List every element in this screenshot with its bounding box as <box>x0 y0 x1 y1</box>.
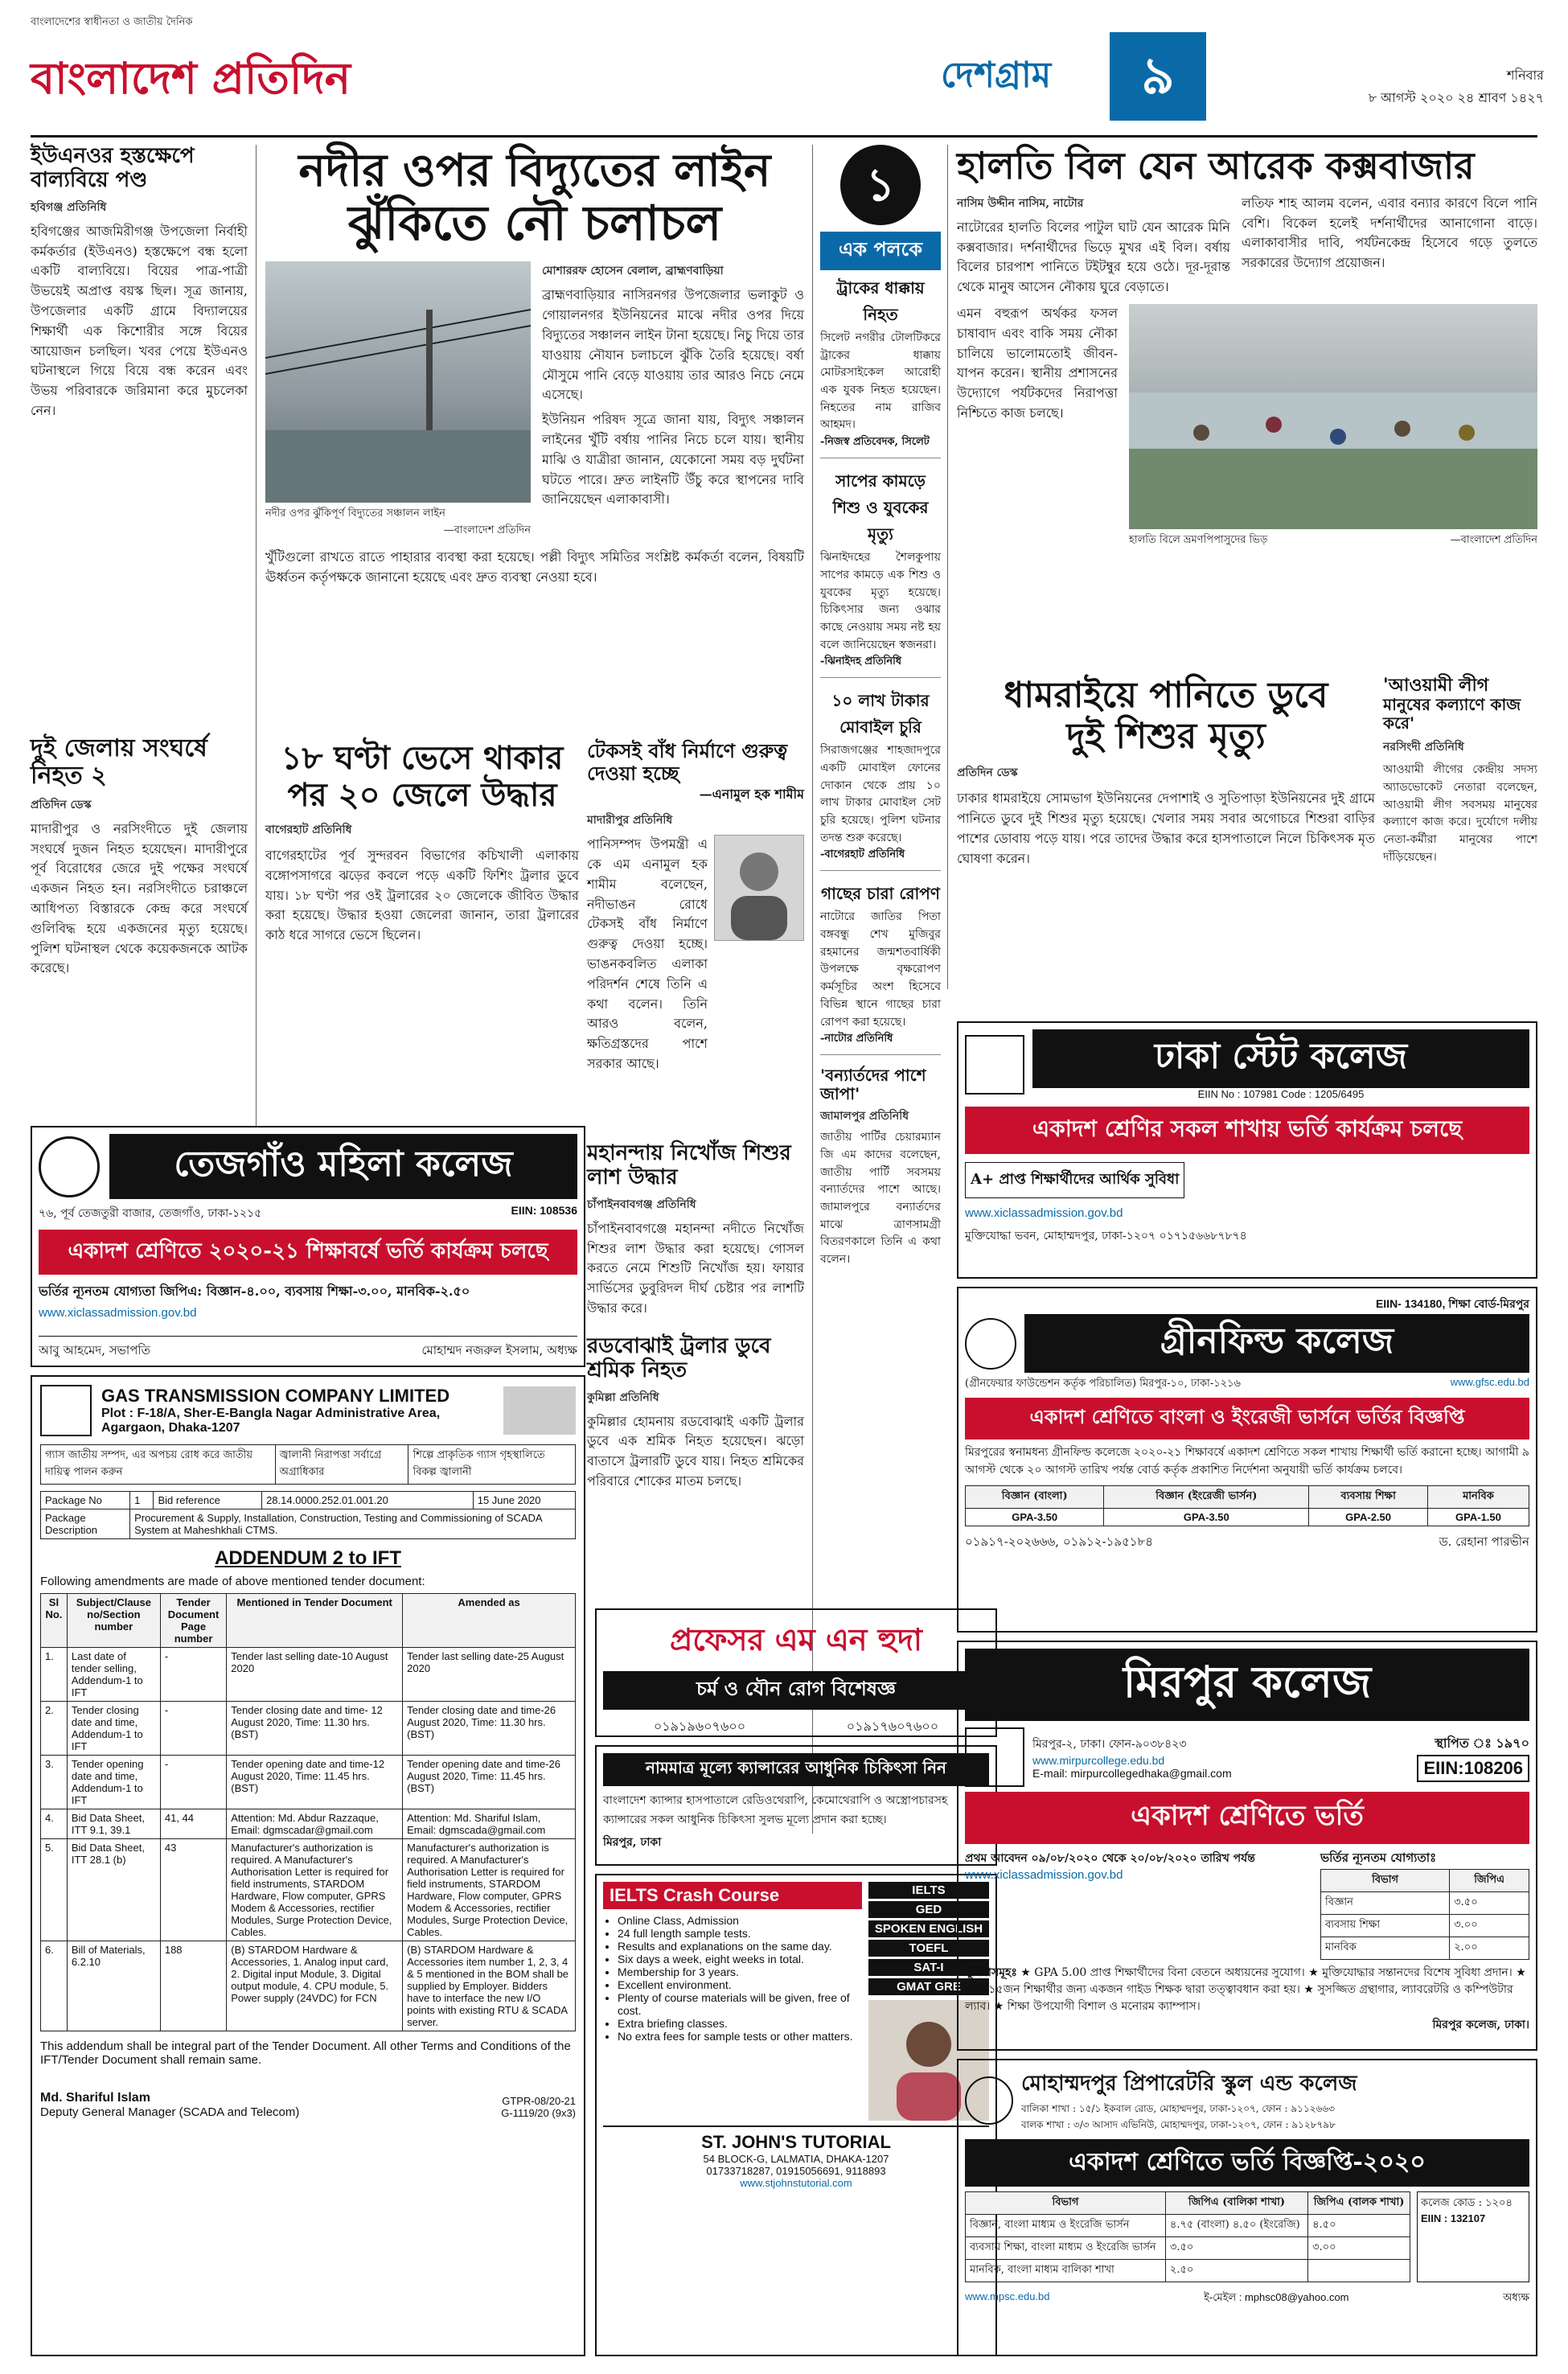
gpa-header-cell: মানবিক <box>1427 1486 1529 1509</box>
req-row <box>1321 1892 1529 1915</box>
req-cell: মানবিক <box>1321 1937 1450 1960</box>
cancer-body: বাংলাদেশ ক্যান্সার হাসপাতালে রেডিওথেরাপি, কেমোথেরাপি ও অস্ত্রোপচারসহ ক্যান্সারের সকল আধুনিক চিকিৎসা সুলভ মূল্যে প্রদান করা হচ্ছে। <box>603 1794 948 1826</box>
dsc-gpa-note: A+ প্রাপ্ত শিক্ষার্থীদের আর্থিক সুবিধা <box>965 1162 1184 1198</box>
tejgaon-signatory-left: আবু আহমেদ, সভাপতি <box>39 1343 150 1357</box>
column-divider <box>947 145 948 989</box>
polok-item-headline[interactable]: ১০ লাখ টাকার মোবাইল চুরি <box>831 691 930 737</box>
gpa-value-cell: GPA-3.50 <box>966 1509 1104 1526</box>
addendum-cell: Tender closing date and time-26 August 2020, Time: 11.30 hrs. (BST) <box>403 1702 576 1756</box>
caption-text: নদীর ওপর ঝুঁকিপূর্ণ বিদ্যুতের সঞ্চালন লাইন <box>265 507 445 520</box>
tejgaon-address: ৭৬, পূর্ব তেজতুরী বাজার, তেজগাঁও, ঢাকা-১২১৫ <box>39 1207 262 1220</box>
dyke-body: পানিসম্পদ উপমন্ত্রী এ কে এম এনামুল হক শামীম বলেছেন, নদীভাঙন রোধে টেকসই বাঁধ নির্মাণে গুরুত্ব দেওয়া হচ্ছে। ভাঙনকবলিত এলাকা পরিদর্শন শেষে তিনি এ কথা বলেন। তিনি আরও বলেন, ক্ষতিগ্রস্তদের পাশে সরকার আছে। <box>587 836 708 1071</box>
mirpur-sign: মিরপুর কলেজ, ঢাকা। <box>1432 2019 1529 2031</box>
ad-greenfield-college[interactable] <box>957 1287 1537 1633</box>
lead-body-right: ইউনিয়ন পরিষদ সূত্রে জানা যায়, বিদ্যুৎ সঞ্চালন লাইনের খুঁটি বর্ষায় পানির নিচে চলে যায়। স্থানীয় মাঝি ও যাত্রীরা জানান, যেকোনো সময় বড় দুর্ঘটনা ঘটতে পারে। দ্রুত লাইনটি উঁচু করে স্থাপনের দাবি জানিয়েছেন এলাকাবাসী। <box>542 412 804 507</box>
addendum-column-header: Sl No. <box>41 1594 68 1648</box>
dsc-footer <box>965 1226 1529 1246</box>
left-column <box>31 145 248 1150</box>
mpsc-row <box>966 2260 1410 2282</box>
addendum-row <box>41 1702 576 1756</box>
tejgaon-signatory-right: মোহাম্মদ নজরুল ইসলাম, অধ্যক্ষ <box>421 1343 577 1357</box>
req-cell: ২.০০ <box>1450 1937 1529 1960</box>
addendum-intro: Following amendments are made of above mentioned tender document: <box>40 1575 425 1588</box>
dsc-phone[interactable]: ০১৭১৫৬৬৮৭৮৭৪ <box>1159 1230 1247 1242</box>
header-divider <box>31 135 1537 138</box>
child-body: চাঁপাইনবাবগঞ্জে মহানন্দা নদীতে নিখোঁজ শিশুর লাশ উদ্ধার করা হয়েছে। গোসল করতে নেমে শিশুটি নিখোঁজ হয়। ফায়ার সার্ভিসের ডুবুরিদল দীর্ঘ চেষ্টার পর লাশটি উদ্ধার করে। <box>587 1220 804 1316</box>
column-divider <box>256 145 257 1126</box>
greenfield-eiin: EIIN- 134180, শিক্ষা বোর্ড-মিরপুর <box>1375 1297 1529 1310</box>
req-row <box>1321 1915 1529 1937</box>
al-headline-line1[interactable]: 'আওয়ামী লীগ <box>1383 675 1489 696</box>
addendum-cell: Tender closing date and time- 12 August 2020, Time: 11.30 hrs. (BST) <box>227 1702 403 1756</box>
al-headline-line2[interactable]: মানুষের কল্যাণে কাজ করে' <box>1383 695 1521 733</box>
ielts-phone[interactable]: 01733718287, 01915056691, 9118893 <box>706 2165 886 2177</box>
mpsc-address-1: বালিকা শাখা : ১৫/১ ইকবাল রোড, মোহাম্মদপুর, ঢাকা-১২০৭, ফোন : ৯১১২৬৬৩ <box>1021 2103 1335 2114</box>
logo-tagline: বাংলাদেশের স্বাধীনতা ও জাতীয় দৈনিক <box>31 16 193 28</box>
ielts-course: TOEFL <box>868 1940 989 1957</box>
tejgaon-requirement: ভর্তির ন্যূনতম যোগ্যতা জিপিএ: বিজ্ঞান-৪.০০, ব্যবসায় শিক্ষা-৩.০০, মানবিক-২.৫০ <box>39 1284 470 1299</box>
addendum-column-header: Amended as <box>403 1594 576 1648</box>
greenfield-body: মিরপুরের স্বনামধন্য গ্রীনফিল্ড কলেজে ২০২০-২১ শিক্ষাবর্ষে একাদশ শ্রেণিতে সকল শাখায় শিক্ষার্থী ভর্তি করানো হচ্ছে। আগামী ৯ আগস্ট থেকে ২০ আগস্ট তারিখ পর্যন্ত বোর্ড কর্তৃক প্রকাশিত নির্দেশনা অনুযায়ী ভর্তি কার্যক্রম চলবে। <box>965 1446 1529 1477</box>
signer-name: Md. Shariful Islam <box>40 2091 150 2105</box>
ad-cancer[interactable] <box>595 1745 997 1866</box>
header-date <box>1270 64 1544 113</box>
greenfield-website[interactable]: www.gfsc.edu.bd <box>1450 1376 1529 1388</box>
story-body: মাদারীপুর ও নরসিংদীতে দুই জেলায় সংঘর্ষে দুজন নিহত হয়েছেন। মাদারীপুরে পূর্ব বিরোধের জেরে দুই পক্ষের সংঘর্ষে একজন নিহত হন। নরসিংদীতে চরাঞ্চলে আধিপত্য বিস্তারকে কেন্দ্র করে সংঘর্ষে গুলিবিদ্ধ হয়ে একজনের মৃত্যু হয়েছে। পুলিশ ঘটনাস্থল থেকে কয়েকজনকে আটক করেছে। <box>31 820 248 976</box>
dyke-attribution: —এনামুল হক শামীম <box>699 787 804 803</box>
mirpur-established: স্থাপিত ঃ ১৯৭০ <box>1435 1735 1529 1751</box>
cancer-address: মিরপুর, ঢাকা <box>603 1836 662 1849</box>
mirpur-title: মিরপুর কলেজ <box>965 1649 1529 1721</box>
addendum-footer-note: This addendum shall be integral part of the Tender Document. All other Terms and Conditions of the IFT/Tender Document shall remain same. <box>40 2039 571 2067</box>
photo-credit: —বাংলাদেশ প্রতিদিন <box>1450 534 1537 547</box>
addendum-body <box>41 1648 576 2031</box>
mpsc-cell: মানবিক, বাংলা মাধ্যম বালিকা শাখা <box>966 2260 1166 2282</box>
mpsc-cell: ৩.০০ <box>1308 2237 1410 2260</box>
greenfield-contact[interactable]: ০১৯১৭-২০২৬৬৬, ০১৯১২-১৯৫১৮৪ <box>965 1534 1154 1550</box>
haltibil-body3: এমন বহুরূপ অর্থকর ফসল চাষাবাদ এবং বাকি সময় নৌকা চালিয়ে ভালোমতোই জীবন-যাপন করেন। স্থানীয় প্রশাসনের উদ্যোগে পর্যটকদের নিরাপত্তা নিশ্চিতে কাজ চলছে। <box>957 306 1118 421</box>
mirpur-logo-icon <box>965 1727 1024 1787</box>
professor-phone-2[interactable]: ০১৯১৭৬০৭৬০০ <box>846 1719 939 1734</box>
addendum-column-header: Subject/Clause no/Section number <box>67 1594 160 1648</box>
newspaper-logo[interactable]: বাংলাদেশ প্রতিদিন <box>31 52 351 104</box>
trawler-headline[interactable]: রডবোঝাই ট্রলার ডুবে শ্রমিক নিহত <box>587 1333 771 1382</box>
ad-gas-transmission[interactable] <box>31 1375 585 2356</box>
addendum-cell: Last date of tender selling, Addendum-1 to IFT <box>67 1648 160 1702</box>
addendum-cell: Tender opening date and time-12 August 2020, Time: 11.45 hrs. (BST) <box>227 1756 403 1809</box>
mpsc-cell: ২.৫০ <box>1165 2260 1307 2282</box>
mirpur-apply-site[interactable]: www.xiclassadmission.gov.bd <box>965 1868 1123 1882</box>
professor-title: প্রফেসর এম এন হুদা <box>670 1621 922 1657</box>
dsc-eiin: EIIN No : 107981 Code : 1205/6495 <box>1197 1088 1365 1100</box>
addendum-cell: 41, 44 <box>160 1809 226 1839</box>
photo-credit: —বাংলাদেশ প্রতিদিন <box>443 524 531 537</box>
req-cell: ৩.৫০ <box>1450 1892 1529 1915</box>
addendum-table <box>40 1593 576 2031</box>
haltibil-byline: নাসিম উদ্দীন নাসিম, নাটোর <box>957 196 1084 210</box>
mpsc-eiin: EIIN : 132107 <box>1421 2212 1486 2224</box>
lead-byline: মোশাররফ হোসেন বেলাল, ব্রাহ্মণবাড়িয়া <box>542 265 724 278</box>
ek-polok-column <box>820 145 941 1817</box>
addendum-cell: Tender last selling date-10 August 2020 <box>227 1648 403 1702</box>
ek-polok-symbol: ১ <box>840 145 921 225</box>
polok-item-body: সিরাজগঞ্জের শাহজাদপুরে একটি মোবাইল ফোনের দোকান থেকে প্রায় ১০ লাখ টাকার মোবাইল সেট চুরি হয়েছে। পুলিশ ঘটনার তদন্ত শুরু করেছে। <box>820 744 941 844</box>
dsc-title: ঢাকা স্টেট কলেজ <box>1032 1029 1529 1088</box>
portrait-icon <box>503 1386 576 1435</box>
lead-story <box>265 145 804 740</box>
gpa-value-cell: GPA-1.50 <box>1427 1509 1529 1526</box>
mpsc-row <box>966 2215 1410 2237</box>
gas-ref-1: GTPR-08/20-21 <box>502 2095 576 2107</box>
addendum-cell: Bid Data Sheet, ITT 28.1 (b) <box>67 1839 160 1941</box>
gas-ref-2: G-1119/20 (9x3) <box>501 2107 576 2119</box>
addendum-cell: 2. <box>41 1702 68 1756</box>
college-crest-icon <box>39 1136 100 1197</box>
polok-item <box>820 882 941 1055</box>
lead-headline-line2[interactable]: ঝুঁকিতে নৌ চলাচল <box>347 195 722 253</box>
addendum-cell: Tender opening date and time-26 August 2020, Time: 11.45 hrs. (BST) <box>403 1756 576 1809</box>
caption-text: হালতি বিলে ভ্রমণপিপাসুদের ভিড় <box>1129 534 1268 547</box>
bid-date: 15 June 2020 <box>473 1492 575 1509</box>
portrait-photo <box>714 835 804 941</box>
page-number-badge: ৯ <box>1110 32 1206 121</box>
professor-phone-1[interactable]: ০১৯১৯৬০৭৬০০ <box>653 1719 746 1734</box>
header-date-text: ৮ আগস্ট ২০২০ ২৪ শ্রাবণ ১৪২৭ <box>1368 90 1544 105</box>
gas-company: GAS TRANSMISSION COMPANY LIMITED <box>101 1386 450 1406</box>
polok-item-headline[interactable]: সাপের কামড়ে শিশু ও যুবকের মৃত্যু <box>832 471 929 544</box>
mpsc-code: কলেজ কোড : ১২০৪ <box>1421 2197 1513 2209</box>
ad-dhaka-state-college[interactable] <box>957 1021 1537 1279</box>
mirpur-website[interactable]: www.mirpurcollege.edu.bd <box>1032 1754 1165 1767</box>
addendum-row <box>41 1839 576 1941</box>
dhamrai-byline: প্রতিদিন ডেস্ক <box>957 766 1018 780</box>
ielts-title: IELTS Crash Course <box>603 1882 862 1909</box>
ad-professor[interactable] <box>595 1608 997 1737</box>
haltibil-caption <box>1129 532 1537 549</box>
person-icon <box>715 836 803 940</box>
haltibil-photo <box>1129 304 1537 529</box>
addendum-cell: - <box>160 1702 226 1756</box>
lead-photo-caption <box>265 506 531 537</box>
mpsc-header-cell: জিপিএ (বালক শাখা) <box>1308 2192 1410 2215</box>
fishermen-body: বাগেরহাটের পূর্ব সুন্দরবন বিভাগের কচিখালী এলাকায় বঙ্গোপসাগরে ঝড়ের কবলে পড়ে একটি ফিশিং ট্রলার ডুবে যায়। ১৮ ঘণ্টা পর ওই ট্রলারের ২০ জেলেকে জীবিত উদ্ধার করা হয়েছে। উদ্ধার হওয়া জেলেরা জানান, তারা ট্রলারের কাঠ ধরে সাগরে ভেসে ছিলেন। <box>265 848 579 943</box>
ielts-point: • Online Class, Admission <box>618 1914 862 1927</box>
addendum-cell: Attention: Md. Shariful Islam, Email: dgmscada@gmail.com <box>403 1809 576 1839</box>
flood-byline: জামালপুর প্রতিনিধি <box>820 1110 909 1123</box>
addendum-cell: (B) STARDOM Hardware & Accessories, 1. Analog input card, 2. Digital input Module, 3. Digital output module, 4. CPU module, 5. Power supply (24VDC) for FCN <box>227 1941 403 2031</box>
ielts-point: • Six days a week, eight weeks in total. <box>618 1953 862 1965</box>
lead-body-left: ব্রাহ্মণবাড়িয়ার নাসিরনগর উপজেলার ভলাকুট ও গোয়ালনগর ইউনিয়নের মাঝে নদীর ওপর দিয়ে বিদ্যুতের সঞ্চালন লাইন টানা হয়েছে। নিচু দিয়ে তার যাওয়ায় নৌযান চলাচলে ঝুঁকি তৈরি হয়েছে। বর্ষা মৌসুমে পানি বেড়ে যাওয়ায় তার আরও নিচে নেমে এসেছে। <box>542 287 804 403</box>
professor-subtitle: চর্ম ও যৌন রোগ বিশেষজ্ঞ <box>603 1671 989 1710</box>
greenfield-title: গ্রীনফিল্ড কলেজ <box>1024 1314 1529 1373</box>
addendum-cell: Bid Data Sheet, ITT 9.1, 39.1 <box>67 1809 160 1839</box>
addendum-cell: 43 <box>160 1839 226 1941</box>
polok-item-byline: -নিজস্ব প্রতিবেদক, সিলেট <box>820 436 930 449</box>
mpsc-cell: ৪.৭৫ (বাংলা) ৪.৫০ (ইংরেজি) <box>1165 2215 1307 2237</box>
addendum-row <box>41 1756 576 1809</box>
polok-item <box>820 470 941 678</box>
mpsc-principal: অধ্যক্ষ <box>1503 2292 1529 2304</box>
mirpur-banner: একাদশ শ্রেণিতে ভর্তি <box>965 1792 1529 1844</box>
lead-photo <box>265 261 531 503</box>
gpa-value-cell: GPA-3.50 <box>1104 1509 1309 1526</box>
addendum-cell: Manufacturer's authorization is required. A Manufacturer's Authorisation Letter is required for field instruments, STARDOM Hardware, Flow computer, GPRS Modem & Accessories, rectifier Modules, Surge Protection Device, Cables. <box>403 1839 576 1941</box>
req-cell: ব্যবসায় শিক্ষা <box>1321 1915 1450 1937</box>
fishermen-headline-line1[interactable]: ১৮ ঘণ্টা ভেসে থাকার <box>281 739 564 777</box>
crowd-illustration <box>1129 304 1537 529</box>
ad-mohammadpur-preparatory[interactable] <box>957 2059 1537 2356</box>
trawler-body: কুমিল্লার হোমনায় রডবোঝাই একটি ট্রলার ডুবে এক শ্রমিক নিহত হয়েছেন। ঝড়ো বাতাসে ট্রলারটি ডুবে যায়। নিহত শ্রমিকের পরিবারে শোকের মাতম চলছে। <box>587 1413 804 1489</box>
dsc-banner: একাদশ শ্রেণির সকল শাখায় ভর্তি কার্যক্রম চলছে <box>965 1107 1529 1154</box>
gas-address: Plot : F-18/A, Sher-E-Bangla Nagar Administrative Area, Agargaon, Dhaka-1207 <box>101 1407 441 1435</box>
addendum-cell: 5. <box>41 1839 68 1941</box>
mirpur-facility-list: ★ GPA 5.00 প্রাপ্ত শিক্ষার্থীদের বিনা বেতনে অধ্যয়নের সুযোগ। ★ মুক্তিযোদ্ধার সন্তানদের বিশেষ সুবিধা প্রদান। ★ প্রতি ১৫জন শিক্ষার্থীর জন্য একজন গাইড শিক্ষক দ্বারা তত্ত্বাবধান করা হয়। ★ সুসজ্জিত গ্রন্থাগার, ল্যাবরেটরি ও কম্পিউটার ল্যাব। ★ শিক্ষা উপযোগী বিশাল ও মনোরম ক্যাম্পাস। <box>965 1966 1526 2013</box>
dsc-website[interactable]: www.xiclassadmission.gov.bd <box>965 1206 1123 1220</box>
mirpur-email[interactable]: E-mail: mirpurcollegedhaka@gmail.com <box>1032 1767 1232 1780</box>
addendum-header-row <box>41 1594 576 1648</box>
child-headline[interactable]: মহানন্দায় নিখোঁজ শিশুর লাশ উদ্ধার <box>587 1141 791 1189</box>
mirpur-eiin: EIIN:108206 <box>1417 1755 1529 1782</box>
gpa-value-cell: GPA-2.50 <box>1309 1509 1428 1526</box>
package-label: Package No <box>41 1492 130 1509</box>
addendum-cell: 1. <box>41 1648 68 1702</box>
polok-item <box>820 277 941 458</box>
mpsc-header-cell: বিভাগ <box>966 2192 1166 2215</box>
bid-ref-label: Bid reference <box>154 1492 262 1509</box>
mpsc-cell: ৩.৫০ <box>1165 2237 1307 2260</box>
addendum-title: ADDENDUM 2 to IFT <box>215 1547 401 1569</box>
dyke-headline[interactable]: টেকসই বাঁধ নির্মাণে গুরুত্ব দেওয়া হচ্ছে <box>587 739 788 785</box>
mirpur-address: মিরপুর-২, ঢাকা। ফোন-৯০৩৮৪২৩ <box>1032 1738 1187 1751</box>
req-cell: ৩.০০ <box>1450 1915 1529 1937</box>
signer-title: Deputy General Manager (SCADA and Telecom) <box>40 2105 300 2119</box>
ielts-point: • Membership for 3 years. <box>618 1965 862 1978</box>
req-body <box>1321 1892 1529 1960</box>
req-header-row <box>1321 1870 1529 1892</box>
gpa-header-row <box>966 1486 1529 1509</box>
lead-headline-line1[interactable]: নদীর ওপর বিদ্যুতের লাইন <box>298 144 771 197</box>
desc-label: Package Description <box>41 1509 130 1539</box>
power-line-illustration <box>265 261 531 503</box>
mpsc-email[interactable]: ই-মেইল : mphsc08@yahoo.com <box>1204 2291 1349 2303</box>
gpa-value-row <box>966 1509 1529 1526</box>
mirpur-facility-label: সুবিধাসমূহঃ <box>965 1966 1017 1979</box>
polok-item-byline: -নাটোর প্রতিনিধি <box>820 1033 893 1045</box>
addendum-row <box>41 1809 576 1839</box>
addendum-cell: Tender opening date and time, Addendum-1 to IFT <box>67 1756 160 1809</box>
package-description: Procurement & Supply, Installation, Construction, Testing and Commissioning of SCADA System at Maheshkhali CTMS. <box>130 1509 576 1539</box>
story-dyke <box>587 740 804 1126</box>
ielts-course: SAT-I <box>868 1959 989 1976</box>
tejgaon-website[interactable]: www.xiclassadmission.gov.bd <box>39 1306 197 1320</box>
ielts-course: SPOKEN ENGLISH <box>868 1920 989 1937</box>
story-al <box>1383 676 1537 1013</box>
mpsc-header-cell: জিপিএ (বালিকা শাখা) <box>1165 2192 1307 2215</box>
polok-item-headline[interactable]: ট্রাকের ধাক্কায় নিহত <box>836 278 925 324</box>
mpsc-banner: একাদশ শ্রেণিতে ভর্তি বিজ্ঞপ্তি-২০২০ <box>965 2139 1529 2187</box>
mpsc-gpa-table <box>965 2191 1410 2282</box>
mpsc-cell: বিজ্ঞান, বাংলা মাধ্যম ও ইংরেজি ভার্সন <box>966 2215 1166 2237</box>
addendum-cell: Manufacturer's authorization is required. A Manufacturer's Authorisation Letter is required for field instruments, STARDOM Hardware, Flow computer, GPRS Modem & Accessories, rectifier Modules, Surge Protection Device, Cables. <box>227 1839 403 1941</box>
mpsc-logo-icon <box>965 2076 1013 2125</box>
gas-slogans <box>40 1444 576 1485</box>
haltibil-body2: লতিফ শাহ আলম বলেন, এবার বন্যার কারণে বিলে পানি বেশি। বিকেল হলেই দর্শনার্থীদের আনাগোনা বাড়ে। এলাকাবাসীর দাবি, পর্যটনকেন্দ্র হিসেবে গড়ে তুলতে সরকারের উদ্যোগ প্রয়োজন। <box>1242 195 1537 271</box>
child-byline: চাঁপাইনবাবগঞ্জ প্রতিনিধি <box>587 1197 696 1211</box>
mpsc-website[interactable]: www.mpsc.edu.bd <box>965 2290 1050 2302</box>
story-dhamrai <box>957 676 1375 1013</box>
dhamrai-body: ঢাকার ধামরাইয়ে সোমভাগ ইউনিয়নের দেপাশাই ও সুতিপাড়া ইউনিয়নের দুই গ্রামে পানিতে ডুবে দুই শিশুর মৃত্যু হয়েছে। খেলার সময় সবার অগোচরে শিশুরা বাড়ির পাশের ডোবায় পড়ে যায়। পরে তাদের উদ্ধার করে হাসপাতালে নিলে চিকিৎসক মৃত ঘোষণা করেন। <box>957 791 1375 866</box>
ielts-point: • Plenty of course materials will be given, free of cost. <box>618 1991 862 2017</box>
ek-polok-items <box>820 277 941 1055</box>
req-header-cell: জিপিএ <box>1450 1870 1529 1892</box>
gpa-header-cell: বিজ্ঞান (বাংলা) <box>966 1486 1104 1509</box>
polok-item-byline: -ঝিনাইদহ প্রতিনিধি <box>820 655 902 668</box>
story-child-trawler <box>587 1142 804 1592</box>
flood-headline[interactable]: 'বন্যার্তদের পাশে জাপা' <box>820 1066 926 1104</box>
ielts-web[interactable]: www.stjohnstutorial.com <box>740 2177 852 2189</box>
tejgaon-eiin: EIIN: 108536 <box>511 1204 577 1217</box>
column-divider <box>812 145 813 1834</box>
mpsc-cell <box>1308 2260 1410 2282</box>
addendum-row <box>41 1941 576 2031</box>
mpsc-header-row <box>966 2192 1410 2215</box>
story-haltibil <box>957 145 1537 676</box>
story-body: হবিগঞ্জের আজমিরীগঞ্জ উপজেলা নির্বাহী কর্মকর্তার (ইউএনও) হস্তক্ষেপে বন্ধ হলো একটি বাল্যবিয়ে। বিয়ের পাত্র-পাত্রী উভয়েই অপ্রাপ্ত বয়স্ক ছিল। সূত্র জানায়, উপজেলার একটি গ্রামে বিদ্যালয়ের শিক্ষার্থী এক কিশোরীর সঙ্গে বিয়ের আয়োজন চলছিল। খবর পেয়ে ইউএনও ঘটনাস্থলে গিয়ে বিয়ে বন্ধ করেন এবং উভয় পরিবারকে জরিমানা করে মুচলেকা নেন। <box>31 223 248 418</box>
story-fishermen <box>265 740 579 1126</box>
spacer <box>31 421 248 727</box>
dhamrai-headline-line1[interactable]: ধামরাইয়ে পানিতে ডুবে <box>1004 675 1328 716</box>
ielts-point: • Extra briefing classes. <box>618 2017 862 2030</box>
addendum-column-header: Tender Document Page number <box>160 1594 226 1648</box>
mirpur-facilities <box>965 1965 1529 2015</box>
addendum-cell: Tender closing date and time, Addendum-1 to IFT <box>67 1702 160 1756</box>
gas-slogan-1: গ্যাস জাতীয় সম্পদ, এর অপচয় রোধ করে জাতীয় দায়িত্ব পালন করুন <box>41 1445 276 1485</box>
polok-item-byline: -বাগেরহাট প্রতিনিধি <box>820 848 905 861</box>
mpsc-row <box>966 2237 1410 2260</box>
bid-ref: 28.14.0000.252.01.001.20 <box>262 1492 474 1509</box>
polok-item-body: ঝিনাইদহের শৈলকুপায় সাপের কামড়ে এক শিশু ও যুবকের মৃত্যু হয়েছে। চিকিৎসার জন্য ওঝার কাছে নেওয়ায় সময় নষ্ট হয় বলে জানিয়েছেন স্বজনরা। <box>820 551 941 651</box>
header-day: শনিবার <box>1507 68 1544 83</box>
al-body: আওয়ামী লীগের কেন্দ্রীয় সদস্য অ্যাডভোকেট নেতারা বলেছেন, আওয়ামী লীগ সবসময় মানুষের কল্যাণে কাজ করে। দুর্যোগে দলীয় নেতা-কর্মীরা মানুষের পাশে দাঁড়িয়েছেন। <box>1383 763 1537 864</box>
greenfield-principal: ড. রেহানা পারভীন <box>1439 1534 1529 1550</box>
flood-body: জাতীয় পার্টির চেয়ারম্যান জি এম কাদের বলেছেন, জাতীয় পার্টি সবসময় বন্যার্তদের পাশে আছে। জামালপুরে বন্যার্তদের মাঝে ত্রাণসামগ্রী বিতরণকালে তিনি এ কথা বলেন। <box>820 1131 941 1266</box>
ielts-point: • 24 full length sample tests. <box>618 1927 862 1940</box>
ielts-course: GED <box>868 1901 989 1918</box>
fishermen-headline-line2[interactable]: পর ২০ জেলে উদ্ধার <box>287 776 557 814</box>
polok-item-body: সিলেট নগরীর টোলটিকরে ট্রাকের ধাক্কায় মোটরসাইকেল আরোহী এক যুবক নিহত হয়েছেন। নিহতের নাম রাজিব আহমদ। <box>820 331 941 432</box>
al-byline: নরসিংদী প্রতিনিধি <box>1383 741 1464 754</box>
gas-package-info <box>40 1491 576 1539</box>
ielts-institute: ST. JOHN'S TUTORIAL <box>701 2132 891 2152</box>
trawler-byline: কুমিল্লা প্রতিনিধি <box>587 1390 659 1404</box>
mirpur-apply-note: প্রথম আবেদন ০৯/০৮/২০২০ থেকে ২০/০৮/২০২০ তারিখ পর্যন্ত <box>965 1852 1255 1865</box>
masthead <box>31 14 449 135</box>
section-title: দেশগ্রাম <box>941 55 1052 96</box>
ek-polok-title: এক পলকে <box>820 232 941 270</box>
gas-slogan-3: শিল্পে প্রাকৃতিক গ্যাস গৃহস্থালিতে বিকল্প জ্বালানী <box>408 1445 576 1485</box>
mirpur-req-title: ভর্তির ন্যূনতম যোগ্যতাঃ <box>1320 1850 1437 1865</box>
package-no: 1 <box>130 1492 154 1509</box>
dsc-address: মুক্তিযোদ্ধা ভবন, মোহাম্মদপুর, ঢাকা-১২০৭ <box>965 1230 1156 1242</box>
dhamrai-headline-line2[interactable]: দুই শিশুর মৃত্যু <box>1066 715 1266 757</box>
ielts-course: GMAT GRE <box>868 1978 989 1995</box>
addendum-cell: 6. <box>41 1941 68 2031</box>
addendum-cell: Attention: Md. Abdur Razzaque, Email: dgmscadar@gmail.com <box>227 1809 403 1839</box>
gas-slogan-2: জ্বালানী নিরাপত্তা সর্বাগ্রে অগ্রাধিকার <box>275 1445 408 1485</box>
fishermen-byline: বাগেরহাট প্রতিনিধি <box>265 824 352 836</box>
greenfield-banner: একাদশ শ্রেণিতে বাংলা ও ইংরেজী ভার্সনে ভর্তির বিজ্ঞপ্তি <box>965 1398 1529 1440</box>
story-headline[interactable]: ইউএনওর হস্তক্ষেপে বাল্যবিয়ে পণ্ড <box>31 144 195 192</box>
tejgaon-title: তেজগাঁও মহিলা কলেজ <box>109 1134 577 1199</box>
tejgaon-banner: একাদশ শ্রেণিতে ২০২০-২১ শিক্ষাবর্ষে ভর্তি কার্যক্রম চলছে <box>39 1230 577 1275</box>
greenfield-gpa-table <box>965 1485 1529 1526</box>
ielts-points <box>603 1914 862 2043</box>
story-headline[interactable]: দুই জেলায় সংঘর্ষে নিহত ২ <box>31 733 207 791</box>
req-cell: বিজ্ঞান <box>1321 1892 1450 1915</box>
polok-item-body: নাটোরে জাতির পিতা বঙ্গবন্ধু শেখ মুজিবুর রহমানের জন্মশতবার্ষিকী উপলক্ষে বৃক্ষরোপণ কর্মসূচির অংশ হিসেবে বিভিন্ন স্থানে গাছের চারা রোপণ করা হয়েছে। <box>820 910 941 1029</box>
mpsc-cell: ৪.৫০ <box>1308 2215 1410 2237</box>
greenfield-logo-icon <box>965 1318 1016 1370</box>
polok-item-headline[interactable]: গাছের চারা রোপণ <box>821 884 940 904</box>
ielts-address: 54 BLOCK-G, LALMATIA, DHAKA-1207 <box>703 2153 889 2165</box>
ielts-course: IELTS <box>868 1882 989 1899</box>
ad-tejgaon-college[interactable] <box>31 1126 585 1367</box>
addendum-cell: - <box>160 1756 226 1809</box>
haltibil-body1: নাটোরের হালতি বিলের পাটুল ঘাট যেন আরেক মিনি কক্সবাজার। দর্শনার্থীদের ভিড়ে মুখর এই বিল। বর্ষায় বিলের চারপাশ পানিতে টইটম্বুর হয়ে ওঠে। দূর-দূরান্ত থেকে মানুষ আসেন নৌকায় ঘুরে বেড়াতে। <box>957 219 1230 295</box>
addendum-cell: Bill of Materials, 6.2.10 <box>67 1941 160 2031</box>
addendum-cell: Tender last selling date-25 August 2020 <box>403 1648 576 1702</box>
company-logo-icon <box>40 1385 92 1436</box>
mpsc-address-2: বালক শাখা : ৩/৩ আসাদ এভিনিউ, মোহাম্মদপুর, ঢাকা-১২০৭, ফোন : ৯১২৮৭৯৮ <box>1021 2119 1336 2130</box>
req-header-cell: বিভাগ <box>1321 1870 1450 1892</box>
mpsc-cell: ব্যবসায় শিক্ষা, বাংলা মাধ্যম ও ইংরেজি ভার্সন <box>966 2237 1166 2260</box>
polok-item <box>820 689 941 871</box>
ielts-point: • Results and explanations on the same day. <box>618 1940 862 1953</box>
gpa-header-cell: ব্যবসায় শিক্ষা <box>1309 1486 1428 1509</box>
addendum-cell: (B) STARDOM Hardware & Accessories item number 1, 2, 3, 4 & 5 mentioned in the BOM shall be supplied by Employer. Bidders have to interface the new I/O points with existing RTU & SCADA server. <box>403 1941 576 2031</box>
mpsc-title: মোহাম্মদপুর প্রিপারেটরি স্কুল এন্ড কলেজ <box>1021 2072 1357 2096</box>
addendum-cell: 4. <box>41 1809 68 1839</box>
mirpur-req-table <box>1320 1869 1529 1960</box>
addendum-column-header: Mentioned in Tender Document <box>227 1594 403 1648</box>
dyke-byline: মাদারীপুর প্রতিনিধি <box>587 814 673 828</box>
lead-body-bottom: খুঁটিগুলো রাখতে রাতে পাহারার ব্যবস্থা করা হয়েছে। পল্লী বিদ্যুৎ সমিতির সংশ্লিষ্ট কর্মকর্তা বলেন, বিষয়টি ঊর্ধ্বতন কর্তৃপক্ষকে জানানো হয়েছে এবং দ্রুত ব্যবস্থা নেওয়া হবে। <box>265 549 804 585</box>
ad-mirpur-college[interactable] <box>957 1641 1537 2051</box>
dsc-logo-icon <box>965 1035 1024 1095</box>
story-byline: হবিগঞ্জ প্রতিনিধি <box>31 200 107 214</box>
ielts-point: • Excellent environment. <box>618 1978 862 1991</box>
addendum-cell: 188 <box>160 1941 226 2031</box>
haltibil-headline[interactable]: হালতি বিল যেন আরেক কক্সবাজার <box>957 144 1475 187</box>
cancer-title: নামমাত্র মূল্যে ক্যান্সারের আধুনিক চিকিৎসা নিন <box>603 1753 989 1786</box>
gpa-header-cell: বিজ্ঞান (ইংরেজী ভার্সন) <box>1104 1486 1309 1509</box>
story-byline: প্রতিদিন ডেস্ক <box>31 798 92 811</box>
req-row <box>1321 1937 1529 1960</box>
addendum-cell: - <box>160 1648 226 1702</box>
addendum-cell: 3. <box>41 1756 68 1809</box>
ielts-point: • No extra fees for sample tests or other matters. <box>618 2030 862 2043</box>
ad-ielts[interactable] <box>595 1874 997 2356</box>
mpsc-body <box>966 2215 1410 2282</box>
greenfield-subtitle: (গ্রীনফেয়ার ফাউন্ডেশন কর্তৃক পরিচালিত) মিরপুর-১০, ঢাকা-১২১৬ <box>965 1378 1241 1390</box>
addendum-row <box>41 1648 576 1702</box>
